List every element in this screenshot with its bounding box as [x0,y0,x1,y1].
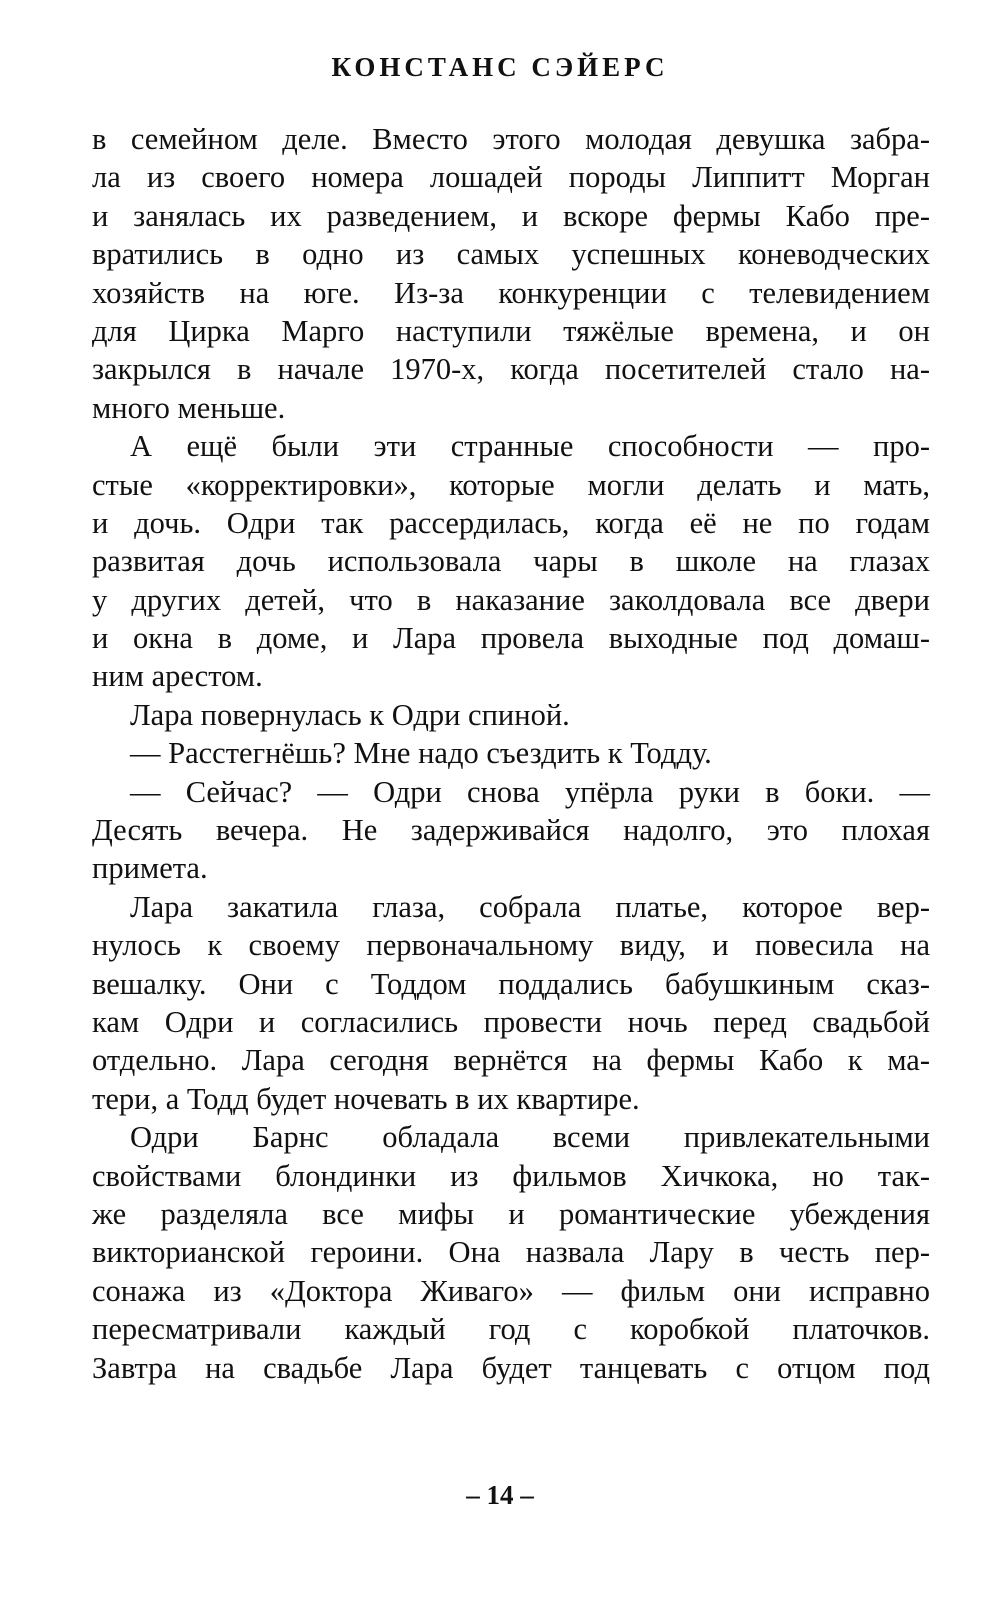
body-text [92,120,930,1387]
text-line: отдельно. Лара сегодня вернётся на фермы Кабо к ма- [92,1043,930,1078]
text-line: для Цирка Марго наступили тяжёлые времена, и он [92,313,930,348]
text-line: Завтра на свадьбе Лара будет танцевать с отцом под [92,1350,930,1385]
running-head: КОНСТАНС СЭЙЕРС [331,52,669,82]
text-line: много меньше. [92,390,286,425]
text-line: викторианской героини. Она назвала Лару в честь пер- [92,1235,930,1270]
text-line: и занялась их разведением, и вскоре фермы Кабо пре- [92,198,930,233]
text-line: хозяйств на юге. Из-за конкуренции с телевидением [92,275,930,310]
text-line: А ещё были эти странные способности — про- [130,429,930,464]
text-line: у других детей, что в наказание заколдовала все двери [92,582,930,617]
text-line: Лара повернулась к Одри спиной. [130,697,570,732]
text-line: примета. [92,851,208,886]
text-line: стые «корректировки», которые могли делать и мать, [92,467,930,502]
text-line: нулось к своему первоначальному виду, и повесила на [92,928,930,963]
text-line: и дочь. Одри так рассердилась, когда её не по годам [92,505,930,540]
text-line: и окна в доме, и Лара провела выходные под домаш- [92,621,930,656]
text-line: кам Одри и согласились провести ночь перед свадьбой [92,1004,930,1039]
text-line: вратились в одно из самых успешных коневодческих [92,237,930,272]
text-line: сонажа из «Доктора Живаго» — фильм они исправно [92,1273,930,1308]
text-line: же разделяла все мифы и романтические убеждения [92,1196,930,1231]
text-line: — Расстегнёшь? Мне надо съездить к Тодду. [130,736,712,771]
text-line: развитая дочь использовала чары в школе на глазах [92,544,930,579]
page-number: – 14 – [466,1480,534,1510]
text-line: вешалку. Они с Тоддом поддались бабушкиным сказ- [92,966,930,1001]
text-line: закрылся в начале 1970-х, когда посетителей стало на- [92,352,930,387]
text-line: Одри Барнс обладала всеми привлекательными [130,1120,930,1155]
text-line: пересматривали каждый год с коробкой платочков. [92,1312,930,1347]
text-line: тери, а Тодд будет ночевать в их квартире. [92,1081,640,1116]
text-line: ним арестом. [92,659,263,694]
text-line: свойствами блондинки из фильмов Хичкока, но так- [92,1158,930,1193]
text-line: в семейном деле. Вместо этого молодая девушка забра- [92,122,930,156]
text-line: Десять вечера. Не задерживайся надолго, это плохая [92,813,930,848]
text-line: — Сейчас? — Одри снова упёрла руки в боки. — [130,774,930,809]
text-line: Лара закатила глаза, собрала платье, которое вер- [130,889,930,924]
text-line: ла из своего номера лошадей породы Липпитт Морган [92,160,930,195]
